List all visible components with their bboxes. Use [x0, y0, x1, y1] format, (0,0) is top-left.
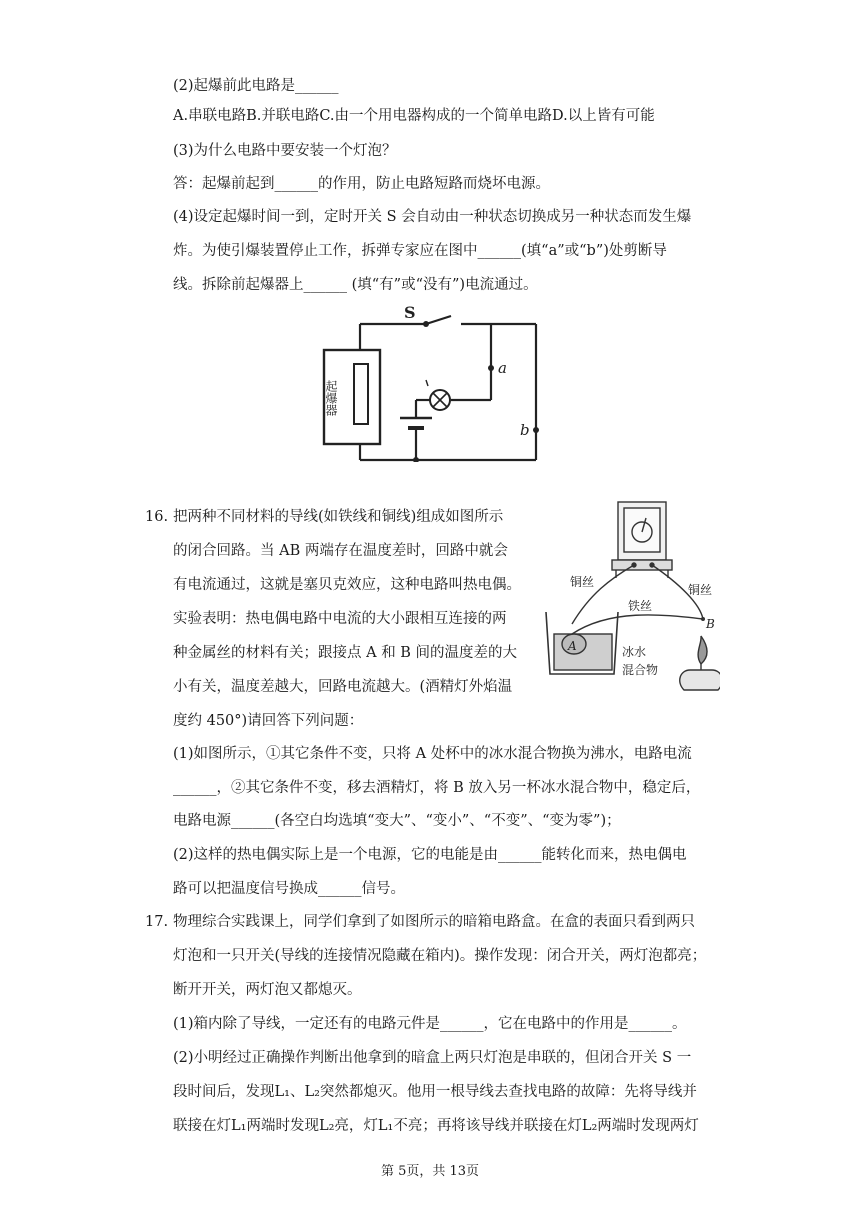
q17-part2-line3: 联接在灯L₁两端时发现L₂亮，灯L₁不亮；再将该导线并联接在灯L₂两端时发现两灯	[173, 1118, 699, 1134]
q17-part2-line2: 段时间后，发现L₁、L₂突然都熄灭。他用一根导线去查找电路的故障：先将导线并	[173, 1084, 697, 1100]
ice-water-label: 冰水	[622, 645, 647, 659]
q16-number: 16.	[145, 509, 169, 525]
q17-part2-line1: (2)小明经过正确操作判断出他拿到的暗盒上两只灯泡是串联的，但闭合开关 S 一	[173, 1050, 692, 1066]
q16-text-line: 实验表明：热电偶电路中电流的大小跟相互连接的两	[173, 611, 507, 627]
q15-part2-options: A.串联电路B.并联电路C.由一个用电器构成的一个简单电路D.以上皆有可能	[173, 108, 655, 124]
q15-part4-line1: (4)设定起爆时间一到，定时开关 S 会自动由一种状态切换成另一种状态而发生爆	[173, 209, 692, 225]
q17-number: 17.	[145, 914, 169, 930]
detonator-label: 起爆器	[324, 380, 338, 416]
switch-label: S	[404, 303, 416, 322]
q15-part4-line2: 炸。为使引爆装置停止工作，拆弹专家应在图中______(填“a”或“b”)处剪断导	[173, 243, 667, 259]
q16-part2-line1: (2)这样的热电偶实际上是一个电源，它的电能是由______能转化而来，热电偶电	[173, 847, 687, 863]
q17-text-line: 断开开关，两灯泡又都熄灭。	[173, 982, 362, 998]
q15-part3-answer: 答：起爆前起到______的作用，防止电路短路而烧坏电源。	[173, 176, 550, 192]
q16-text-line: 种金属丝的材料有关；跟接点 A 和 B 间的温度差的大	[173, 645, 518, 661]
q16-part1-line2: ______，②其它条件不变，移去酒精灯，将 B 放入另一杯冰水混合物中，稳定后，	[173, 780, 701, 796]
point-a-label: A	[568, 639, 577, 653]
q16-part2-line2: 路可以把温度信号换成______信号。	[173, 881, 405, 897]
iron-wire-label: 铁丝	[628, 599, 653, 613]
thermocouple-figure	[540, 494, 720, 704]
q16-text-line: 的闭合回路。当 AB 两端存在温度差时，回路中就会	[173, 543, 508, 559]
q15-part4-line3: 线。拆除前起爆器上______ (填“有”或“没有”)电流通过。	[173, 277, 538, 293]
q16-text-line: 度约 450°)请回答下列问题：	[173, 713, 364, 729]
q17-text-line: 物理综合实践课上，同学们拿到了如图所示的暗箱电路盒。在盒的表面只看到两只	[173, 914, 695, 930]
point-b-label: B	[706, 617, 715, 631]
copper-wire-label: 铜丝	[570, 575, 595, 589]
q15-part3-question: (3)为什么电路中要安装一个灯泡？	[173, 143, 397, 159]
q16-text-line: 小有关，温度差越大，回路电流越大。(酒精灯外焰温	[173, 679, 513, 695]
q16-part1-line3: 电路电源______(各空白均选填“变大”、“变小”、“不变”、“变为零”)；	[173, 813, 621, 829]
q16-part1-line1: (1)如图所示，①其它条件不变，只将 A 处杯中的冰水混合物换为沸水，电路电流	[173, 746, 692, 762]
q17-text-line: 灯泡和一只开关(导线的连接情况隐藏在箱内)。操作发现：闭合开关，两灯泡都亮；	[173, 948, 707, 964]
detonator-circuit-figure	[316, 302, 556, 462]
mixture-label: 混合物	[622, 663, 659, 677]
steel-wire-label: 铜丝	[688, 583, 713, 597]
page-footer: 第 5页，共 13页	[380, 1164, 480, 1179]
point-a-label: a	[498, 359, 507, 377]
q16-text-line: 把两种不同材料的导线(如铁线和铜线)组成如图所示	[173, 509, 504, 525]
q16-text-line: 有电流通过，这就是塞贝克效应，这种电路叫热电偶。	[173, 577, 521, 593]
q15-part2-question: (2)起爆前此电路是______	[173, 78, 339, 94]
point-b-label: b	[520, 421, 530, 439]
q17-part1: (1)箱内除了导线，一定还有的电路元件是______，它在电路中的作用是______。	[173, 1016, 687, 1032]
